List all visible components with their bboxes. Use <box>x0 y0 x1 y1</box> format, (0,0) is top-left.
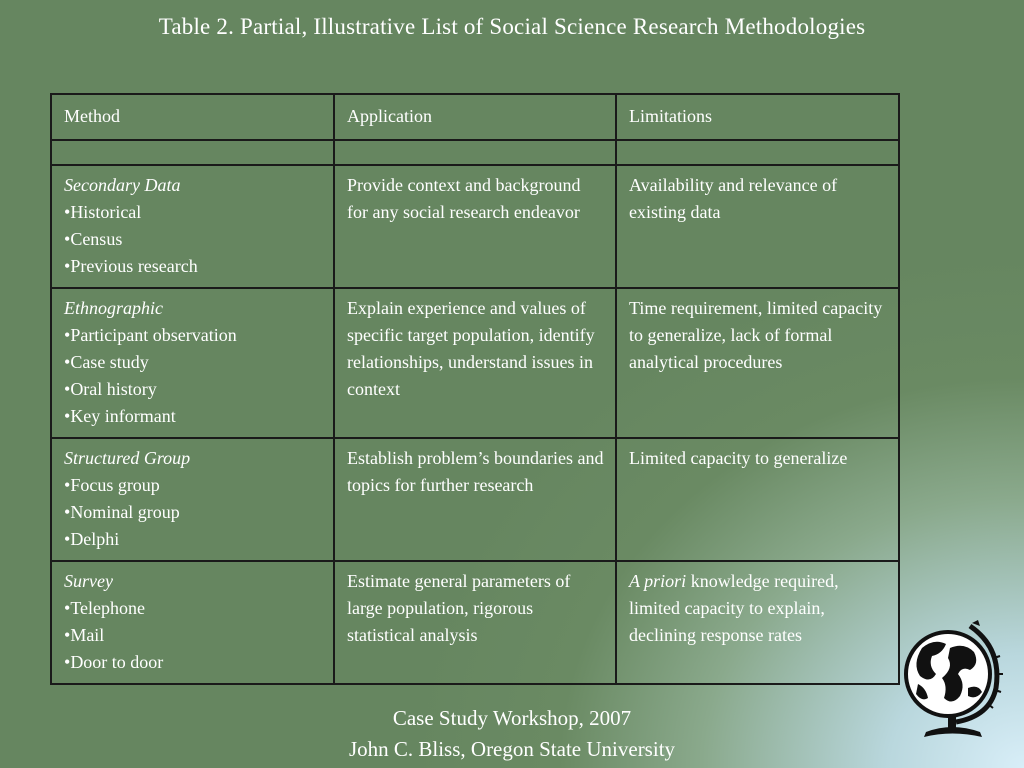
application-cell: Estimate general parameters of large population, rigorous statistical analysis <box>334 561 616 684</box>
header-method: Method <box>51 94 334 140</box>
method-item: • Door to door <box>64 649 323 676</box>
table-row <box>51 438 899 561</box>
method-cell <box>51 288 334 438</box>
table-row <box>51 165 899 288</box>
table-row <box>51 561 899 684</box>
blank-cell <box>616 140 899 165</box>
method-category: Secondary Data <box>64 175 181 195</box>
application-cell: Provide context and background for any social research endeavor <box>334 165 616 288</box>
method-item: • Focus group <box>64 472 323 499</box>
footer-workshop: Case Study Workshop, 2007 <box>392 706 632 730</box>
method-category: Survey <box>64 571 113 591</box>
methodologies-table <box>50 93 900 685</box>
footer-author: John C. Bliss, Oregon State University <box>348 737 676 761</box>
blank-cell <box>334 140 616 165</box>
method-item: • Mail <box>64 622 323 649</box>
method-item: • Telephone <box>64 595 323 622</box>
application-cell: Establish problem’s boundaries and topics for further research <box>334 438 616 561</box>
application-cell: Explain experience and values of specific target population, identify relationships, understand issues in context <box>334 288 616 438</box>
limitations-cell <box>616 438 899 561</box>
slide-title: Table 2. Partial, Illustrative List of Social Science Research Methodologies <box>158 14 866 39</box>
globe-icon <box>898 618 1006 740</box>
method-item: • Nominal group <box>64 499 323 526</box>
method-item: • Delphi <box>64 526 323 553</box>
limitations-cell <box>616 288 899 438</box>
limitations-italic: A priori <box>629 571 687 591</box>
limitations-cell <box>616 165 899 288</box>
method-item: • Historical <box>64 199 323 226</box>
method-category: Structured Group <box>64 448 191 468</box>
limitations-text: Limited capacity to generalize <box>629 448 848 468</box>
method-cell <box>51 165 334 288</box>
method-category: Ethnographic <box>64 298 163 318</box>
limitations-text: knowledge required, limited capacity to explain, declining response rates <box>629 571 839 645</box>
method-cell <box>51 561 334 684</box>
limitations-text: Availability and relevance of existing data <box>629 175 838 222</box>
table-row <box>51 288 899 438</box>
method-item: • Oral history <box>64 376 323 403</box>
limitations-text: Time requirement, limited capacity to generalize, lack of formal analytical procedures <box>629 298 883 372</box>
blank-cell <box>51 140 334 165</box>
method-item: • Census <box>64 226 323 253</box>
method-item: • Key informant <box>64 403 323 430</box>
blank-row <box>51 140 899 165</box>
table-header-row <box>51 94 899 140</box>
header-application: Application <box>334 94 616 140</box>
method-item: • Case study <box>64 349 323 376</box>
header-limitations: Limitations <box>616 94 899 140</box>
method-item: • Previous research <box>64 253 323 280</box>
limitations-cell <box>616 561 899 684</box>
method-cell <box>51 438 334 561</box>
method-item: • Participant observation <box>64 322 323 349</box>
